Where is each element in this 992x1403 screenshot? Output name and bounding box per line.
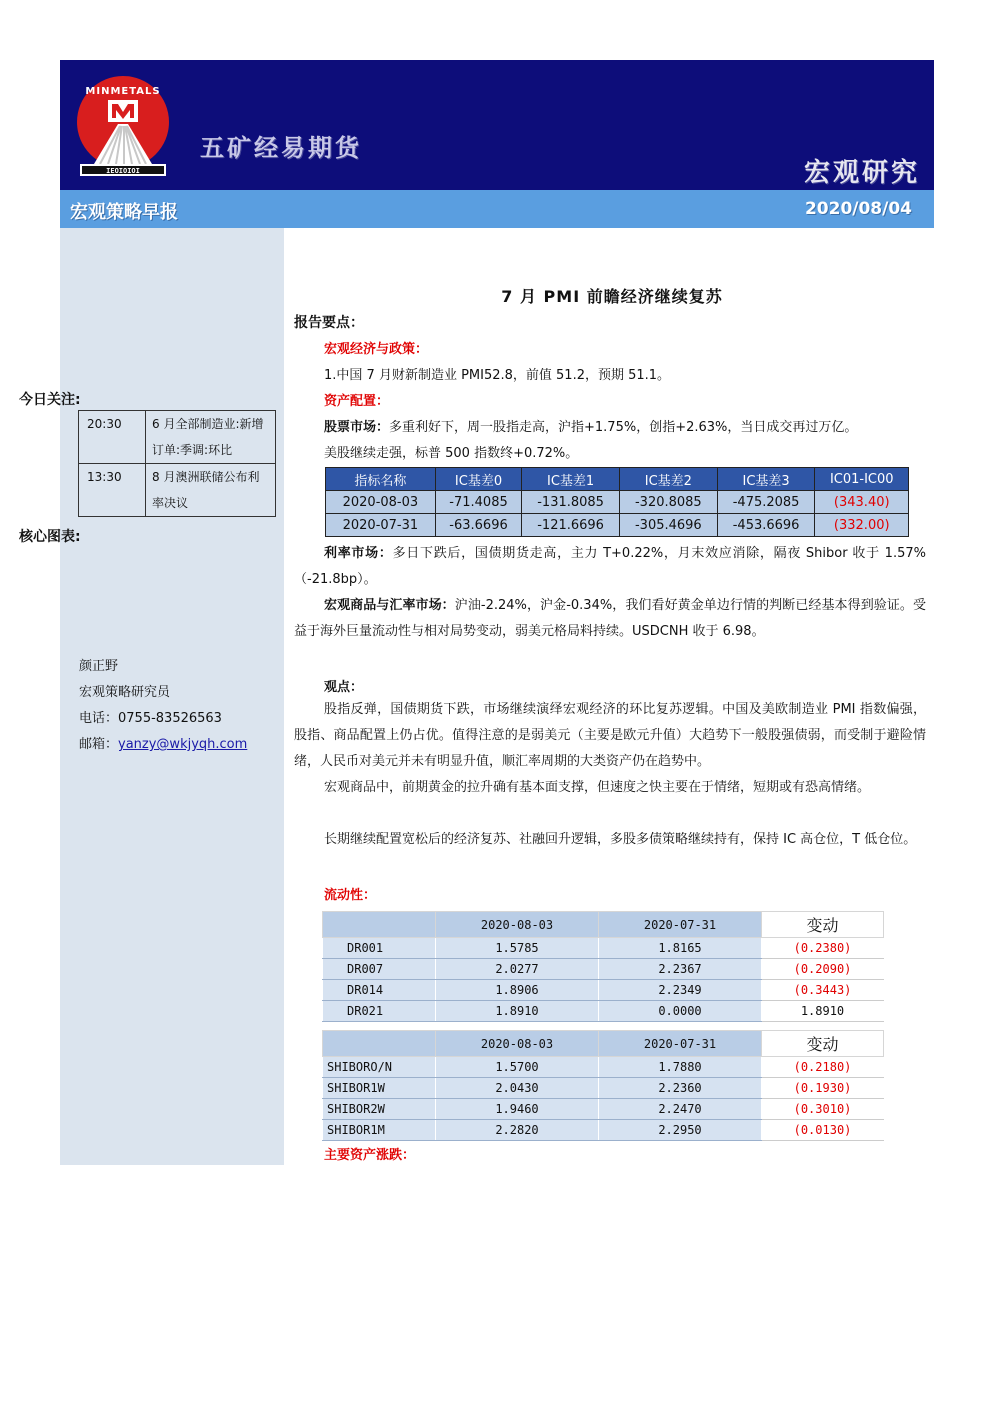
table-cell: (0.2180) <box>762 1057 884 1078</box>
table-cell: (343.40) <box>815 491 909 514</box>
table-cell: 2.2360 <box>599 1078 762 1099</box>
column-header <box>323 1031 436 1057</box>
table-cell: 2020-08-03 <box>326 491 436 514</box>
table-cell: 2.0277 <box>436 959 599 980</box>
table-cell: 1.7880 <box>599 1057 762 1078</box>
table-cell: -71.4085 <box>435 491 521 514</box>
svg-text:IEOIOIOI: IEOIOIOI <box>106 167 140 175</box>
macro-point-1: 1.中国 7 月财新制造业 PMI52.8，前值 51.2，预期 51.1。 <box>324 368 671 383</box>
column-header: 2020-07-31 <box>599 1031 762 1057</box>
dr-rate-table <box>322 911 884 1022</box>
event-time: 13:30 <box>79 464 146 517</box>
table-cell: SHIBOR1W <box>323 1078 436 1099</box>
company-name: 五矿经易期货 <box>200 134 362 162</box>
view-heading: 观点： <box>324 680 364 695</box>
table-cell: 2.2367 <box>599 959 762 980</box>
table-cell: 2.2950 <box>599 1120 762 1141</box>
rates-text: 多日下跌后，国债期货走高，主力 T+0.22%，月末效应消除，隔夜 Shibor 收于 1.57%（-21.8bp）。 <box>294 546 926 587</box>
view-paragraph-2: 宏观商品中，前期黄金的拉升确有基本面支撑，但速度之快主要在于情绪，短期或有恐高情绪。 <box>324 780 871 795</box>
column-header: 2020-08-03 <box>436 1031 599 1057</box>
table-cell: (0.3443) <box>762 980 884 1001</box>
event-text: 6 月全部制造业:新增订单:季调:环比 <box>146 411 276 464</box>
analyst-phone: 电话：0755-83526563 <box>79 711 222 726</box>
events-table <box>78 410 276 517</box>
column-header: 指标名称 <box>326 468 436 491</box>
report-date: 2020/08/04 <box>804 199 912 219</box>
table-row <box>323 1001 884 1022</box>
table-cell: 1.5785 <box>436 938 599 959</box>
view-paragraph-1: 股指反弹，国债期货下跌，市场继续演绎宏观经济的环比复苏逻辑。中国及美欧制造业 PMI 指数偏强，股指、商品配置上仍占优。值得注意的是弱美元（主要是欧元升值）大趋势下一般股强债弱，而受制于避险情绪，人民币对美元并未有明显升值，顺汇率周期的大类资产仍在趋势中。 <box>294 702 926 769</box>
stock-text-2: 美股继续走强，标普 500 指数终+0.72%。 <box>324 446 579 461</box>
table-cell: (332.00) <box>815 514 909 537</box>
column-header <box>323 912 436 938</box>
stock-market-line <box>324 416 857 435</box>
table-cell: -320.8085 <box>619 491 717 514</box>
column-header: IC基差2 <box>619 468 717 491</box>
table-cell: DR001 <box>323 938 436 959</box>
report-title: 7 月 PMI 前瞻经济继续复苏 <box>501 287 723 306</box>
table-cell: (0.3010) <box>762 1099 884 1120</box>
table-cell: (0.1930) <box>762 1078 884 1099</box>
table-cell: 2020-07-31 <box>326 514 436 537</box>
column-header: IC01-IC00 <box>815 468 909 491</box>
table-cell: 0.0000 <box>599 1001 762 1022</box>
table-row <box>323 959 884 980</box>
event-time: 20:30 <box>79 411 146 464</box>
event-row <box>79 464 276 517</box>
table-cell: 2.2820 <box>436 1120 599 1141</box>
table-cell: DR014 <box>323 980 436 1001</box>
analyst-email-row <box>79 733 247 752</box>
table-header-row <box>323 912 884 938</box>
table-cell: 2.2470 <box>599 1099 762 1120</box>
email-label: 邮箱： <box>79 737 119 752</box>
table-cell: 1.8906 <box>436 980 599 1001</box>
svg-text:MINMETALS: MINMETALS <box>85 86 161 97</box>
table-header-row <box>323 1031 884 1057</box>
ic-basis-table <box>325 467 909 537</box>
email-link[interactable]: yanzy@wkjyqh.com <box>118 737 248 752</box>
table-cell: (0.2090) <box>762 959 884 980</box>
core-chart-heading: 核心图表: <box>19 529 81 545</box>
macro-policy-heading: 宏观经济与政策： <box>324 342 429 357</box>
table-row <box>326 514 909 537</box>
commodity-label: 宏观商品与汇率市场： <box>324 598 455 613</box>
column-header: IC基差3 <box>717 468 815 491</box>
today-focus-heading: 今日关注: <box>19 392 81 408</box>
table-cell: 2.2349 <box>599 980 762 1001</box>
table-cell: 1.9460 <box>436 1099 599 1120</box>
analyst-title: 宏观策略研究员 <box>79 685 171 700</box>
report-type-bar <box>60 190 934 228</box>
table-cell: SHIBORO/N <box>323 1057 436 1078</box>
table-cell: DR021 <box>323 1001 436 1022</box>
table-cell: (0.2380) <box>762 938 884 959</box>
table-cell: -131.8085 <box>522 491 620 514</box>
column-header: 变动 <box>762 912 884 938</box>
table-cell: 1.5700 <box>436 1057 599 1078</box>
view-paragraph-3: 长期继续配置宽松后的经济复苏、社融回升逻辑，多股多债策略继续持有，保持 IC 高仓位，T 低仓位。 <box>324 832 917 847</box>
table-cell: (0.0130) <box>762 1120 884 1141</box>
table-row <box>323 1078 884 1099</box>
header-banner <box>60 60 934 190</box>
table-cell: -305.4696 <box>619 514 717 537</box>
table-header-row <box>326 468 909 491</box>
analyst-name: 颜正野 <box>79 659 119 674</box>
table-cell: -121.6696 <box>522 514 620 537</box>
department-name: 宏观研究 <box>803 158 920 188</box>
main-assets-heading: 主要资产涨跌： <box>324 1148 416 1163</box>
event-text: 8 月澳洲联储公布利率决议 <box>146 464 276 517</box>
table-row <box>323 1057 884 1078</box>
stock-text: 多重利好下，周一股指走高，沪指+1.75%，创指+2.63%，当日成交再过万亿。 <box>389 420 858 435</box>
table-cell: 1.8910 <box>762 1001 884 1022</box>
table-cell: -475.2085 <box>717 491 815 514</box>
table-cell: 1.8165 <box>599 938 762 959</box>
table-cell: SHIBOR2W <box>323 1099 436 1120</box>
rates-label: 利率市场： <box>324 546 393 561</box>
table-row <box>323 1099 884 1120</box>
commodity-text: 沪油-2.24%，沪金-0.34%，我们看好黄金单边行情的判断已经基本得到验证。受益于海外巨量流动性与相对局势变动，弱美元格局料持续。USDCNH 收于 6.98。 <box>294 598 926 639</box>
table-row <box>326 491 909 514</box>
table-cell: 2.0430 <box>436 1078 599 1099</box>
column-header: 2020-07-31 <box>599 912 762 938</box>
column-header: IC基差1 <box>522 468 620 491</box>
table-cell: SHIBOR1M <box>323 1120 436 1141</box>
minmetals-logo <box>74 72 172 176</box>
liquidity-heading: 流动性： <box>324 888 377 903</box>
shibor-table <box>322 1030 884 1141</box>
column-header: 2020-08-03 <box>436 912 599 938</box>
column-header: 变动 <box>762 1031 884 1057</box>
stock-label: 股票市场： <box>324 420 390 435</box>
table-cell: 1.8910 <box>436 1001 599 1022</box>
commodity-paragraph <box>294 593 926 645</box>
event-row <box>79 411 276 464</box>
table-row <box>323 1120 884 1141</box>
rates-paragraph <box>294 541 926 593</box>
column-header: IC基差0 <box>435 468 521 491</box>
asset-allocation-heading: 资产配置： <box>324 394 390 409</box>
table-cell: -63.6696 <box>435 514 521 537</box>
table-row <box>323 938 884 959</box>
table-cell: -453.6696 <box>717 514 815 537</box>
report-type: 宏观策略早报 <box>70 202 178 223</box>
table-row <box>323 980 884 1001</box>
table-cell: DR007 <box>323 959 436 980</box>
key-points-heading: 报告要点： <box>294 315 364 331</box>
